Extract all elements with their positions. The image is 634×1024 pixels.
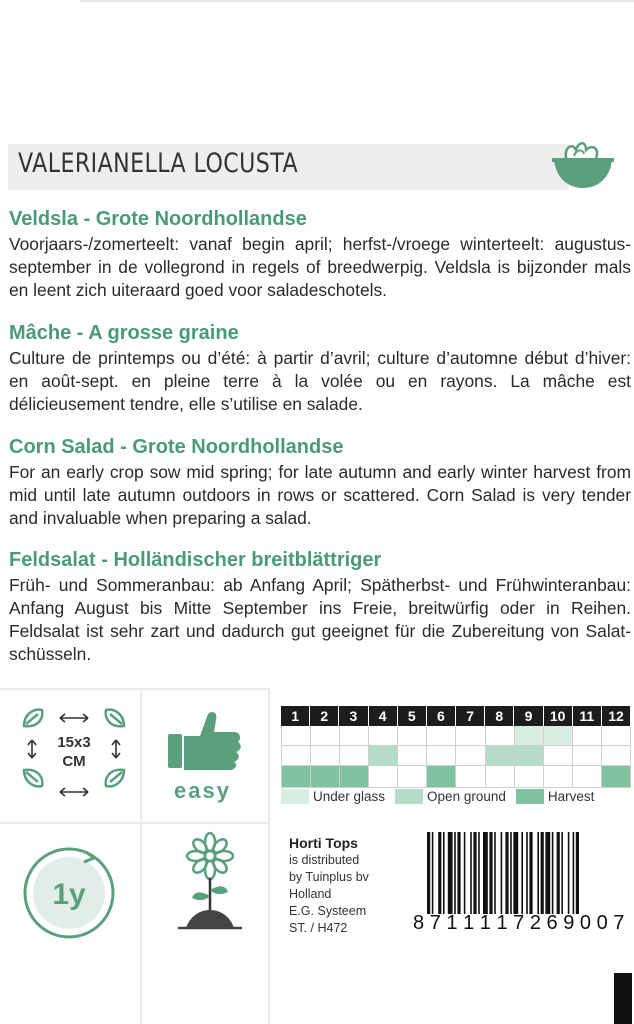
legend-swatch-harvest (516, 789, 544, 804)
calendar-cell (340, 766, 369, 787)
calendar-cell (515, 726, 544, 745)
calendar-cell (486, 726, 515, 745)
barcode-bars (427, 832, 621, 914)
legend-label-harvest: Harvest (547, 789, 595, 804)
barcode-digit: 0 (579, 912, 592, 934)
calendar-cell (282, 746, 311, 765)
section-body: Voorjaars-/zomerteelt: vanaf begin april; herfst-/vroege winterteelt: augustus-september in de vollegrond in regels of breedwerpig. Veldsla is bijzonder mals en leent zich uiteraard goed voor saladeschotels. (9, 234, 631, 300)
calendar-cell (427, 766, 456, 787)
distributor-line: Holland (289, 887, 332, 901)
barcode-digit: 9 (563, 912, 575, 934)
month-header-cell: 12 (602, 706, 631, 726)
section-english (9, 435, 631, 530)
calendar-cell (427, 726, 456, 745)
plant-flower-icon (160, 830, 260, 950)
calendar-cell (282, 726, 311, 745)
section-title: Feldsalat - Holländischer breitblättriger (9, 549, 382, 571)
section-german (9, 548, 631, 666)
top-divider (80, 0, 634, 2)
barcode-digit: 7 (429, 912, 442, 934)
calendar-cell (573, 746, 602, 765)
barcode-digit: 1 (446, 912, 458, 934)
calendar-cell (456, 746, 485, 765)
calendar-row-harvest (282, 766, 630, 788)
calendar-cell (486, 746, 515, 765)
lifecycle-label: 1y (52, 878, 86, 911)
distributor-line: is distributed (289, 853, 360, 867)
barcode-digit: 7 (613, 912, 625, 934)
section-body: Culture de printemps ou d’été: à partir d’avril; culture d’automne début d’hiver: en août-sept. en pleine terre à la volée ou en rayons. La mâche est délicieusement tendre, elle s’utilise en salade. (9, 348, 631, 414)
calendar-cell (340, 746, 369, 765)
latin-name: VALERIANELLA LOCUSTA (18, 148, 299, 179)
calendar-cell (602, 766, 630, 787)
calendar-cell (311, 746, 340, 765)
calendar-cell (544, 766, 573, 787)
month-header-cell: 1 (281, 706, 310, 726)
calendar-cell (544, 746, 573, 765)
difficulty-label: easy (174, 778, 231, 803)
month-header-cell: 3 (339, 706, 368, 726)
distributor-info (289, 834, 409, 937)
calendar-row-open-ground (282, 746, 630, 766)
ean-barcode (413, 832, 625, 936)
barcode-digit: 0 (596, 912, 609, 934)
calendar-cell (369, 746, 398, 765)
calendar-cell (427, 746, 456, 765)
calendar-cell (311, 726, 340, 745)
month-header-cell: 4 (369, 706, 398, 726)
calendar-cell (311, 766, 340, 787)
spacing-value: 15x3 (57, 734, 91, 751)
annual-cycle-icon (14, 838, 124, 948)
legend-label-under-glass: Under glass (313, 789, 386, 804)
month-header-cell: 6 (427, 706, 456, 726)
month-header-cell: 11 (573, 706, 602, 726)
calendar-cell (398, 726, 427, 745)
spacing-unit: CM (62, 753, 86, 770)
section-body: For an early crop sow mid spring; for late autumn and early winter harvest from mid until late autumn outdoors in rows or scattered. Corn Salad is very tender and invaluable when preparing a salad. (9, 462, 631, 528)
barcode-digits (413, 912, 625, 935)
section-dutch (9, 207, 631, 302)
distributor-line: ST. / H472 (289, 921, 348, 935)
distributor-line: E.G. Systeem (289, 904, 367, 918)
section-title: Corn Salad - Grote Noordhollandse (9, 436, 344, 458)
calendar-cell (573, 766, 602, 787)
barcode-digit: 1 (496, 912, 509, 934)
calendar-cell (398, 746, 427, 765)
calendar-row-under-glass (282, 726, 630, 746)
corner-mark (614, 973, 632, 1024)
salad-bowl-icon (546, 130, 618, 196)
calendar-cell (515, 766, 544, 787)
calendar-cell (456, 766, 485, 787)
calendar-cell (340, 726, 369, 745)
barcode-digit: 2 (529, 912, 542, 934)
distributor-brand: Horti Tops (289, 835, 358, 851)
barcode-digit: 8 (413, 912, 425, 934)
calendar-legend (281, 789, 604, 804)
calendar-cell (573, 726, 602, 745)
section-body: Früh- und Sommeranbau: ab Anfang April; Spätherbst- und Frühwinteranbau: Anfang August bis Mitte September ins Freie, breitwürfig oder in Reihen. Feldsalat ist sehr zart und dadurch gut geeignet für die Zubereitung von Salat-schüsseln. (9, 575, 631, 664)
calendar-cell (544, 726, 573, 745)
section-title: Veldsla - Grote Noordhollandse (9, 208, 307, 230)
section-title: Mâche - A grosse graine (9, 322, 239, 344)
sowing-calendar (281, 706, 631, 788)
month-header-cell: 2 (310, 706, 339, 726)
barcode-digit: 6 (546, 912, 559, 934)
month-header-cell: 9 (514, 706, 543, 726)
calendar-cell (282, 766, 311, 787)
legend-swatch-open-ground (395, 789, 423, 804)
section-french (9, 321, 631, 416)
month-header-cell: 8 (485, 706, 514, 726)
barcode-digit: 1 (463, 912, 475, 934)
barcode-digit: 7 (513, 912, 525, 934)
calendar-cell (602, 746, 630, 765)
calendar-cell (369, 726, 398, 745)
calendar-cell (398, 766, 427, 787)
barcode-digit: 1 (479, 912, 492, 934)
month-header-cell: 7 (456, 706, 485, 726)
month-header-cell: 5 (398, 706, 427, 726)
calendar-cell (486, 766, 515, 787)
calendar-cell (602, 726, 630, 745)
calendar-cell (515, 746, 544, 765)
month-header-cell: 10 (544, 706, 573, 726)
distributor-line: by Tuinplus bv (289, 870, 369, 884)
spacing-icon (18, 706, 130, 806)
legend-swatch-under-glass (281, 789, 309, 804)
calendar-cell (369, 766, 398, 787)
legend-label-open-ground: Open ground (427, 789, 506, 804)
calendar-cell (456, 726, 485, 745)
calendar-month-header (281, 706, 631, 726)
